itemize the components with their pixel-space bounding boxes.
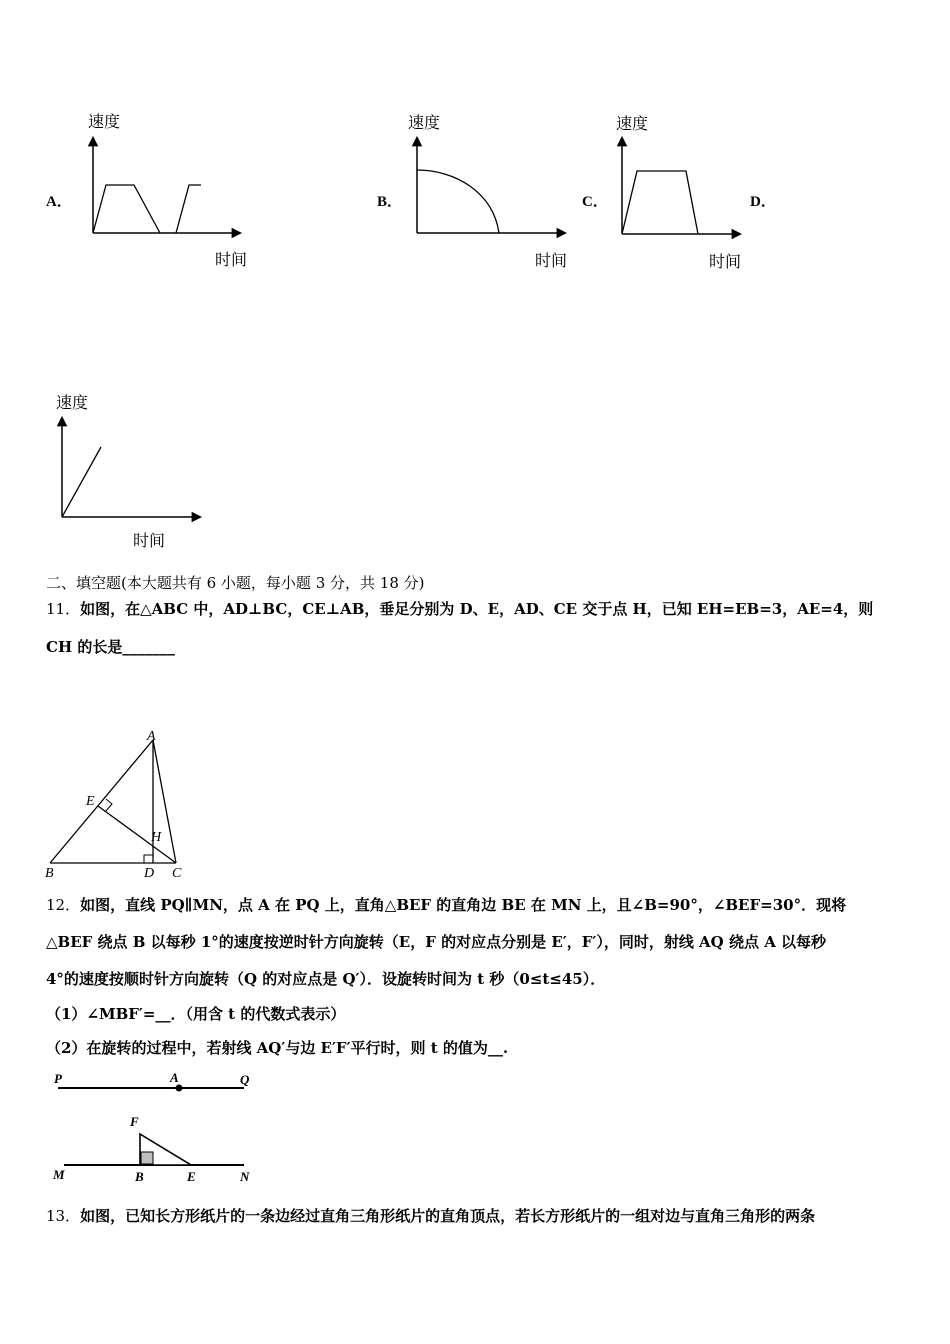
graph-a-y-label: 速度 <box>88 112 121 131</box>
graph-c-curve <box>622 171 698 234</box>
graph-c <box>610 130 750 240</box>
q11-label-a: A <box>147 729 156 744</box>
q12-number: 12． <box>46 896 81 914</box>
option-c-label: C． <box>582 194 608 210</box>
q11-label-e: E <box>86 794 95 809</box>
option-b-label: B． <box>377 194 403 210</box>
graph-c-y-label: 速度 <box>616 114 649 133</box>
q12-sub2: （2）在旋转的过程中，若射线 AQ′与边 E′F′平行时，则 t 的值为__. <box>46 1039 509 1057</box>
graph-d-y-label: 速度 <box>56 393 89 412</box>
q12-label-f: F <box>130 1114 139 1129</box>
option-a-label: A． <box>46 194 72 210</box>
q13-text-1: 如图，已知长方形纸片的一条边经过直角三角形纸片的直角顶点，若长方形纸片的一组对边与直角三角形的两条 <box>80 1207 816 1225</box>
q12-sub1: （1）∠MBF′=__．（用含 t 的代数式表示） <box>46 1005 346 1023</box>
graph-d-x-label: 时间 <box>133 531 166 550</box>
q12-line3: 4°的速度按顺时针方向旋转（Q 的对应点是 Q′）．设旋转时间为 t 秒（0≤t≤45）． <box>46 970 606 988</box>
graph-d <box>50 410 210 525</box>
q11-figure <box>40 725 200 885</box>
q11-number: 11． <box>46 600 81 618</box>
q12-label-e: E <box>187 1169 196 1184</box>
graph-b-y-label: 速度 <box>408 113 441 132</box>
option-d-label: D． <box>750 194 776 210</box>
q13-number: 13． <box>46 1207 81 1225</box>
section-heading: 二、填空题(本大题共有 6 小题，每小题 3 分，共 18 分) <box>46 574 425 592</box>
graph-a <box>80 130 250 240</box>
q11-text-1: 如图，在△ABC 中，AD⊥BC，CE⊥AB，垂足分别为 D、E，AD、CE 交于点 H，已知 EH=EB=3，AE=4，则 <box>80 600 874 618</box>
q12-line1 <box>46 894 846 915</box>
q12-line2: △BEF 绕点 B 以每秒 1°的速度按逆时针方向旋转（E，F 的对应点分别是 E′，F′），同时，射线 AQ 绕点 A 以每秒 <box>46 933 827 951</box>
graph-b-curve <box>417 170 499 233</box>
graph-b <box>405 130 575 240</box>
graph-b-x-label: 时间 <box>535 251 568 270</box>
graph-a-curve-1 <box>93 185 160 233</box>
q11-right-angle-d <box>144 855 153 863</box>
q13-line1 <box>46 1205 815 1226</box>
q11-side-ab <box>50 740 153 863</box>
graph-a-curve-2 <box>176 185 201 233</box>
q12-point-a <box>176 1085 183 1092</box>
q11-label-c: C <box>172 866 182 881</box>
graph-d-curve <box>62 447 101 517</box>
q11-line2: CH 的长是_______ <box>46 638 175 656</box>
q12-label-n: N <box>240 1169 250 1184</box>
q12-right-angle-b <box>141 1152 153 1164</box>
q11-line1 <box>46 598 873 619</box>
q11-altitude-ce <box>98 806 176 863</box>
q12-figure <box>46 1068 266 1188</box>
q12-label-m: M <box>53 1167 65 1182</box>
q11-right-angle-e <box>105 799 112 812</box>
q12-label-a: A <box>170 1070 179 1085</box>
graph-a-x-label: 时间 <box>215 250 248 269</box>
graph-c-x-label: 时间 <box>709 252 742 271</box>
q11-label-d: D <box>144 866 155 881</box>
q12-label-p: P <box>54 1071 62 1086</box>
q11-label-b: B <box>45 866 54 881</box>
q12-text-1: 如图，直线 PQ∥MN，点 A 在 PQ 上，直角△BEF 的直角边 BE 在 MN 上，且∠B=90°，∠BEF=30°．现将 <box>80 896 847 914</box>
q12-label-b: B <box>135 1169 144 1184</box>
q11-label-h: H <box>151 830 162 845</box>
q12-label-q: Q <box>240 1072 250 1087</box>
